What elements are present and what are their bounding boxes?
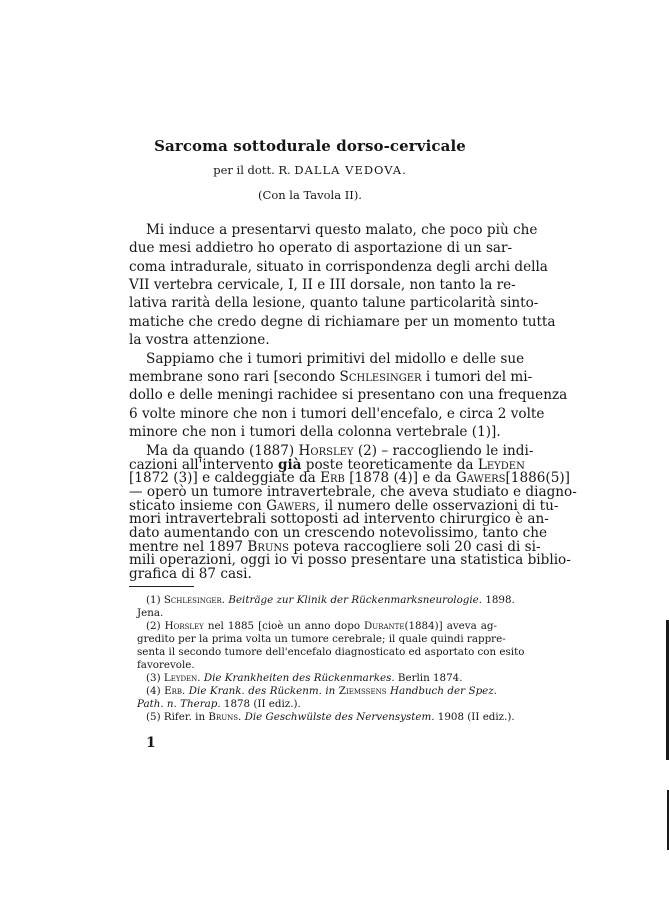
footnote: (4) Erb. Die Krank. des Rückenm. in Ziemssens Handbuch der Spez. xyxy=(146,685,497,697)
footnote-line: gredito per la prima volta un tumore cerebrale; il quale quindi rappre- xyxy=(137,633,506,645)
body-line: cazioni all'intervento già poste teoreticamente da Leyden xyxy=(129,456,525,473)
body-line: Sappiamo che i tumori primitivi del midollo e delle sue xyxy=(146,350,525,367)
body-line: la vostra attenzione. xyxy=(129,332,270,349)
body-line: grafica di 87 casi. xyxy=(129,566,252,582)
footnote-line: favorevole. xyxy=(137,659,195,671)
body-line: Mi induce a presentarvi questo malato, che poco più che xyxy=(146,222,538,238)
body-line: — operò un tumore intravertebrale, che aveva studiato e diagno- xyxy=(129,484,577,500)
footnote-line: Jena. xyxy=(137,607,164,619)
footnote: (1) Schlesinger. Beiträge zur Klinik der Rückenmarksneurologie. 1898. xyxy=(146,594,515,606)
author-ref: Horsley xyxy=(298,443,354,459)
author-ref: Leyden xyxy=(477,456,525,473)
body-line: dollo e delle meningi rachidee si presentano con una frequenza xyxy=(129,387,568,404)
emphasis: già xyxy=(277,456,302,473)
body-line: mentre nel 1897 Bruns poteva raccogliere soli 20 casi di si- xyxy=(129,538,541,555)
footnote: (5) Rifer. in Bruns. Die Geschwülste des Nervensystem. 1908 (II ediz.). xyxy=(146,711,515,723)
body-line: lativa rarità della lesione, quanto talune particolarità sinto- xyxy=(129,295,539,312)
body-line: dato aumentando con un crescendo notevolissimo, tanto che xyxy=(129,525,548,541)
body-line: mili operazioni, oggi io vi posso presentare una statistica biblio- xyxy=(129,552,571,569)
body-line: [1872 (3)] e caldeggiate da Erb [1878 (4)] e da Gawers[1886(5)] xyxy=(129,470,570,487)
body-line: VII vertebra cervicale, I, II e III dorsale, non tanto la re- xyxy=(129,277,516,294)
body-line: coma intradurale, situato in corrispondenza degli archi della xyxy=(129,258,548,275)
body-line: sticato insieme con Gawers, il numero delle osservazioni di tu- xyxy=(129,497,559,514)
page-number: 1 xyxy=(146,735,156,751)
author-name: DALLA VEDOVA. xyxy=(294,163,407,177)
footnote: (2) Horsley nel 1885 [cioè un anno dopo Durante(1884)] aveva ag- xyxy=(146,620,497,632)
body-line: due mesi addietro ho operato di asportazione di un sar- xyxy=(129,240,513,257)
author-ref: Erb xyxy=(320,470,345,487)
body-line: mori intravertebrali sottoposti ad intervento chirurgico è an- xyxy=(129,511,549,528)
body-line: matiche che credo degne di richiamare per un momento tutta xyxy=(129,313,556,330)
author-ref: Schlesinger xyxy=(339,368,422,385)
footnote-line: senta il secondo tumore dell'encefalo diagnosticato ed asportato con esito xyxy=(137,646,525,658)
author-prefix: per il dott. R. xyxy=(213,163,291,177)
footnote-line: Path. n. Therap. 1878 (II ediz.). xyxy=(137,698,301,710)
body-line: 6 volte minore che non i tumori dell'encefalo, e circa 2 volte xyxy=(129,405,545,422)
article-title: Sarcoma sottodurale dorso-cervicale xyxy=(154,137,466,155)
author-ref: Gawers xyxy=(455,470,506,487)
footnote-rule xyxy=(129,586,194,587)
author-line xyxy=(130,163,490,177)
body-line: minore che non i tumori della colonna vertebrale (1)]. xyxy=(129,424,501,440)
body-line: Ma da quando (1887) Horsley (2) – raccogliendo le indi- xyxy=(146,443,534,459)
author-ref: Gawers xyxy=(266,497,316,514)
body-line: membrane sono rari [secondo Schlesinger i tumori del mi- xyxy=(129,368,533,385)
author-ref: Bruns xyxy=(247,538,289,555)
footnote: (3) Leyden. Die Krankheiten des Rückenmarkes. Berlin 1874. xyxy=(146,672,463,684)
plate-note: (Con la Tavola II). xyxy=(258,188,362,202)
